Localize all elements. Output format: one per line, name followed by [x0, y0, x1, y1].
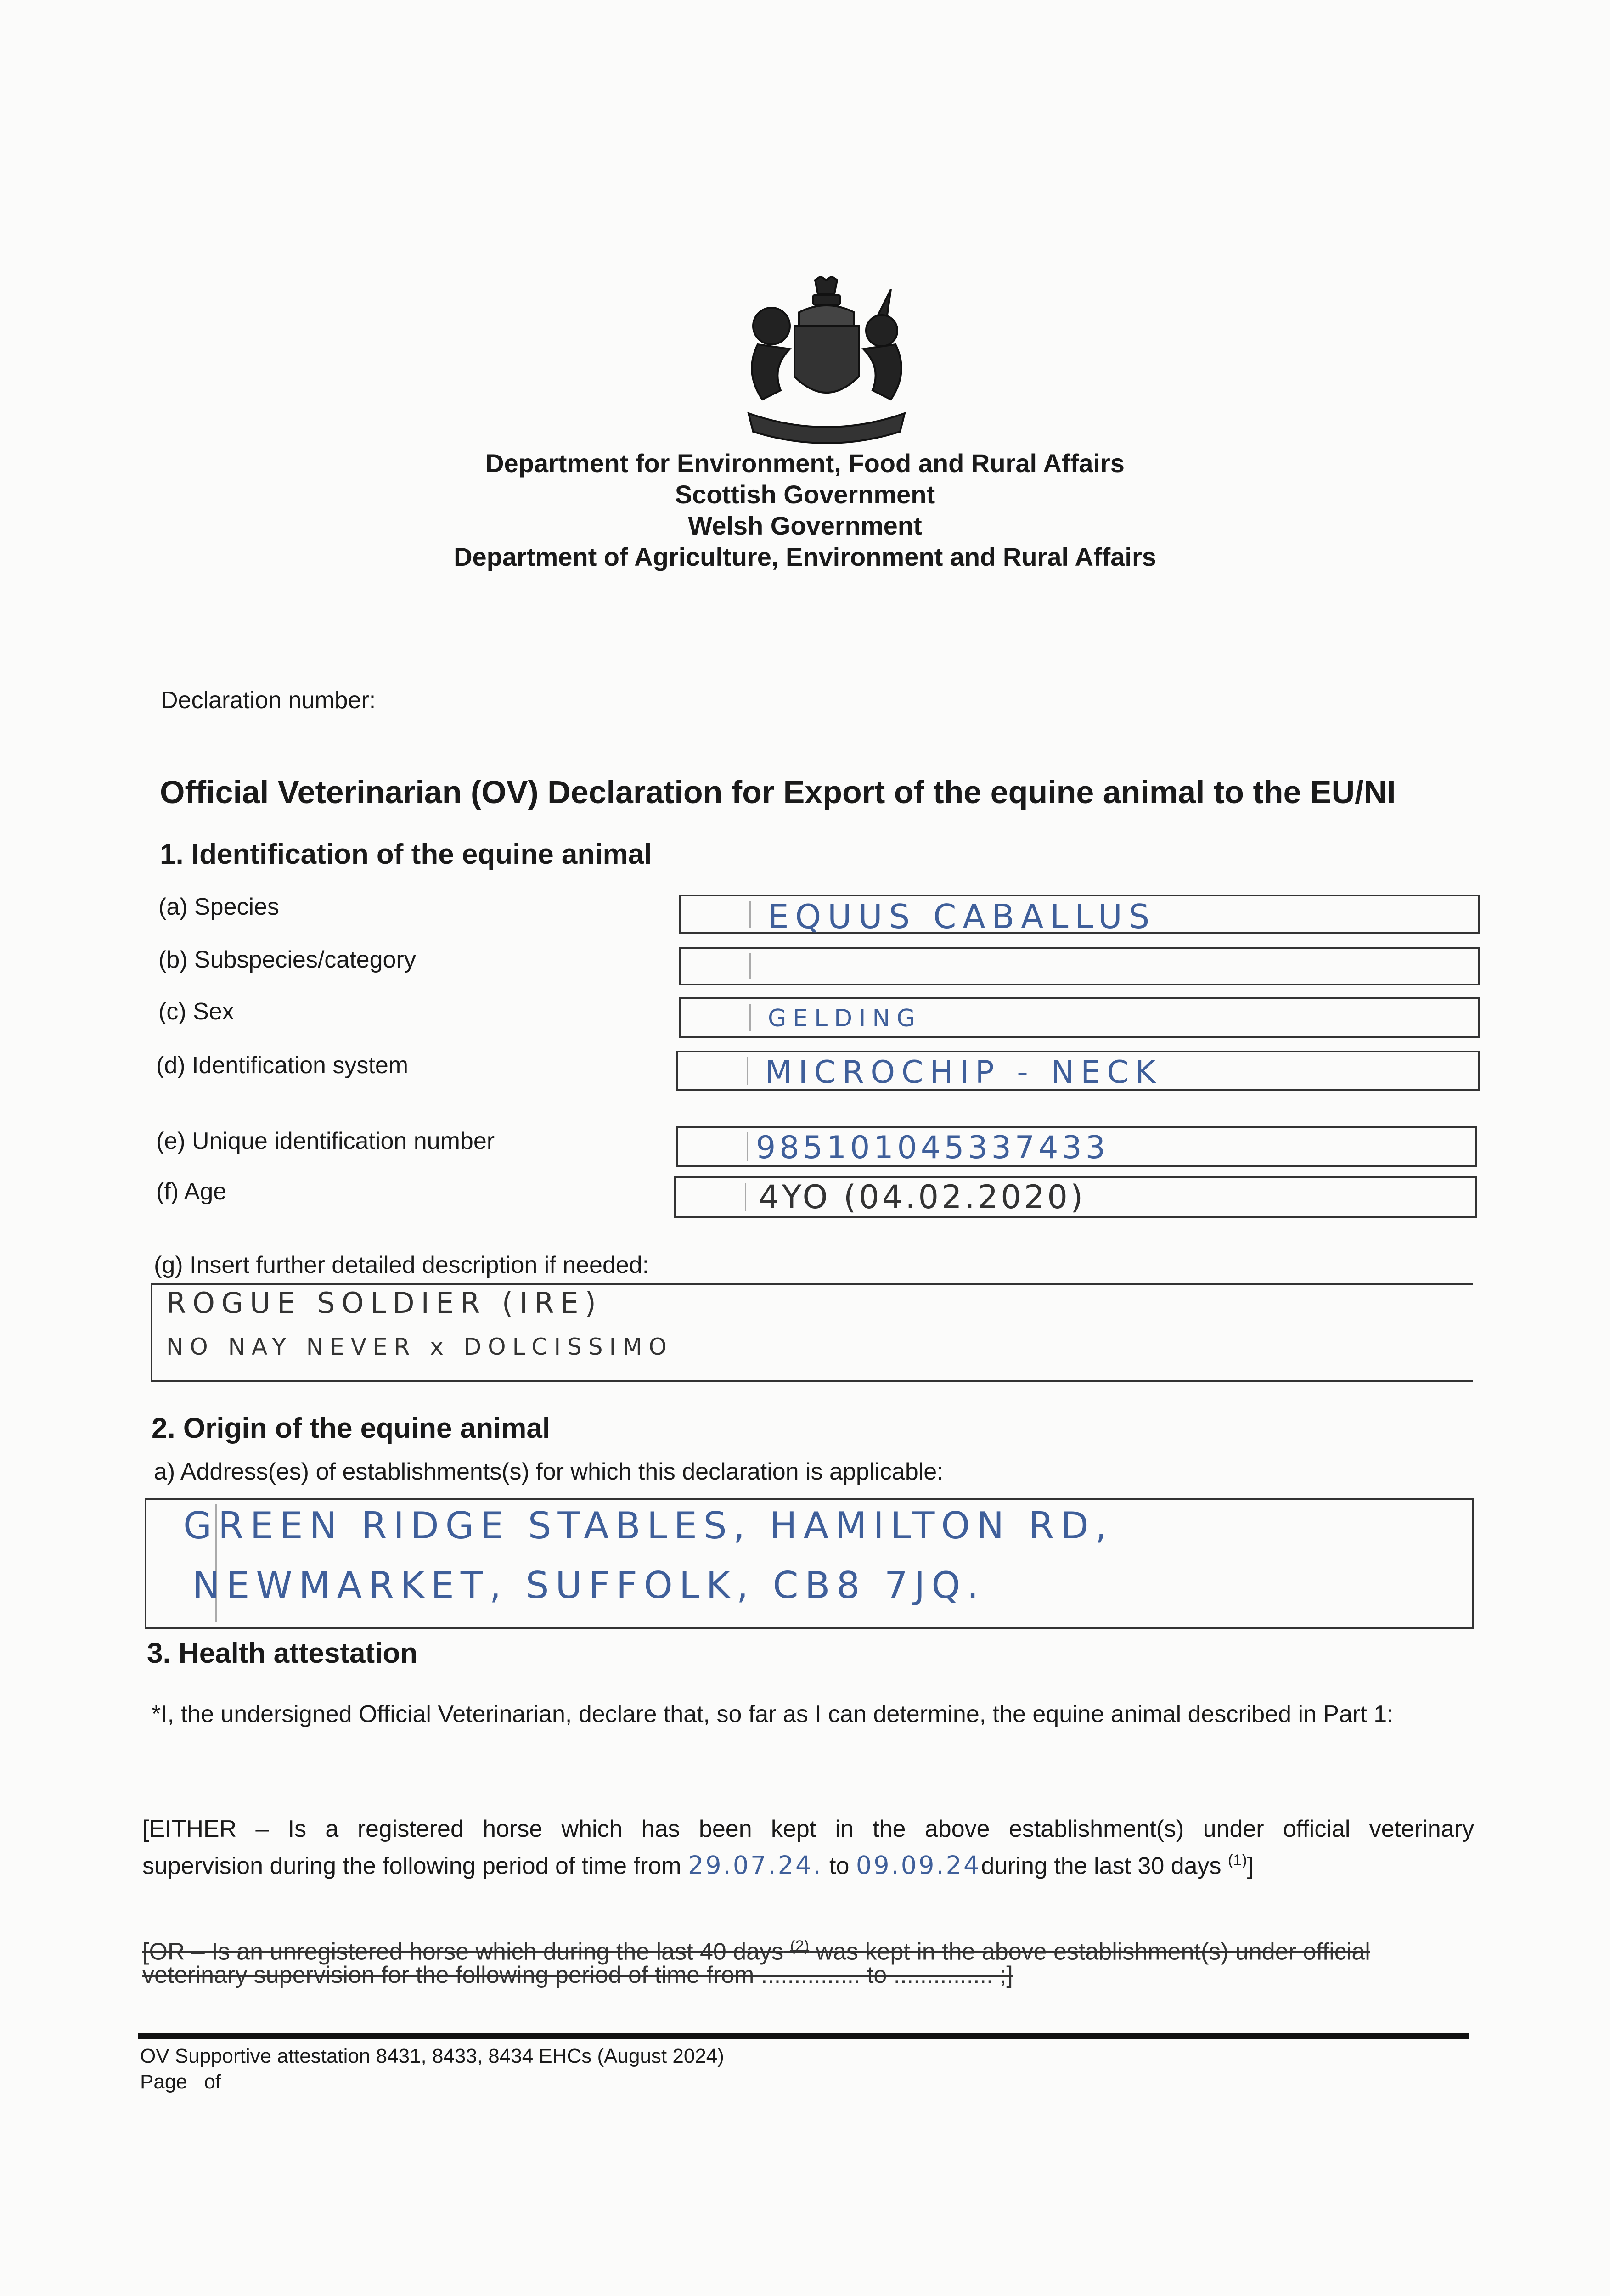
- authority-welsh-government: Welsh Government: [688, 511, 922, 540]
- species-value: EQUUS CABALLUS: [768, 897, 1156, 936]
- footer-of-label: of: [204, 2071, 221, 2093]
- subspecies-label: (b) Subspecies/category: [158, 946, 416, 973]
- identification-system-field[interactable]: [676, 1051, 1480, 1091]
- description-label: (g) Insert further detailed description if needed:: [154, 1252, 649, 1278]
- authority-defra: Department for Environment, Food and Rural Affairs: [485, 449, 1125, 478]
- either-last-30-days: during the last 30 days: [981, 1852, 1222, 1880]
- description-line-1: ROGUE SOLDIER (IRE): [166, 1286, 602, 1320]
- subspecies-field[interactable]: [679, 947, 1480, 985]
- or-clause-line-2: veterinary supervision for the following period of time from ............... to ............... ;]: [142, 1962, 1013, 1988]
- section-2-heading: 2. Origin of the equine animal: [152, 1412, 551, 1444]
- age-value: 4YO (04.02.2020): [759, 1178, 1086, 1216]
- footer: [140, 2043, 724, 2095]
- either-period-text: supervision during the following period of time from: [142, 1852, 681, 1880]
- age-label: (f) Age: [156, 1178, 227, 1205]
- or-clause-text-b: was kept in the above establishment(s) under official: [816, 1938, 1370, 1965]
- species-field[interactable]: [679, 895, 1480, 934]
- footer-page-label: Page: [140, 2071, 187, 2093]
- footer-attestation-reference: OV Supportive attestation 8431, 8433, 8434 EHCs (August 2024): [140, 2045, 724, 2067]
- authority-daera: Department of Agriculture, Environment and Rural Affairs: [454, 542, 1156, 571]
- section-3-heading: 3. Health attestation: [147, 1638, 418, 1669]
- royal-coat-of-arms-icon: [730, 276, 923, 445]
- either-clause-line-2: [142, 1845, 1254, 1881]
- address-line-1: GREEN RIDGE STABLES, HAMILTON RD,: [183, 1504, 1114, 1547]
- sex-label: (c) Sex: [158, 998, 234, 1025]
- footer-page-number: [140, 2069, 724, 2095]
- unique-id-field[interactable]: [676, 1126, 1477, 1167]
- address-line-2: NEWMARKET, SUFFOLK, CB8 7JQ.: [192, 1564, 985, 1607]
- address-field[interactable]: [145, 1498, 1474, 1629]
- unique-id-value: 985101045337433: [756, 1130, 1109, 1166]
- identification-system-value: MICROCHIP - NECK: [765, 1054, 1162, 1091]
- species-label: (a) Species: [158, 894, 279, 920]
- age-field[interactable]: [674, 1176, 1477, 1218]
- either-from-date: 29.07.24.: [687, 1851, 823, 1880]
- either-to-word: to: [829, 1852, 850, 1880]
- unique-id-label: (e) Unique identification number: [156, 1128, 495, 1154]
- sex-value: GELDING: [768, 1005, 922, 1032]
- either-footnote-ref: (1): [1228, 1851, 1247, 1869]
- attestation-intro: *I, the undersigned Official Veterinarian, declare that, so far as I can determine, the equine animal described in Part 1:: [152, 1701, 1394, 1728]
- identification-system-label: (d) Identification system: [156, 1052, 409, 1079]
- description-field[interactable]: [151, 1283, 1473, 1382]
- description-line-2: NO NAY NEVER x DOLCISSIMO: [166, 1334, 673, 1360]
- document-title: Official Veterinarian (OV) Declaration for Export of the equine animal to the EU/NI: [160, 774, 1396, 810]
- either-close-bracket: ]: [1247, 1852, 1254, 1880]
- section-1-heading: 1. Identification of the equine animal: [160, 838, 652, 870]
- address-label: a) Address(es) of establishments(s) for which this declaration is applicable:: [154, 1458, 944, 1485]
- declaration-number-label: Declaration number:: [161, 687, 376, 714]
- footer-rule: [138, 2033, 1469, 2039]
- either-to-date: 09.09.24: [856, 1851, 981, 1880]
- authority-scottish-government: Scottish Government: [675, 480, 935, 509]
- or-footnote-ref: (2): [790, 1937, 810, 1955]
- sex-field[interactable]: [679, 997, 1480, 1038]
- either-clause-line-1: [EITHER – Is a registered horse which has been kept in the above establishment(s) under official veterinary: [142, 1816, 1474, 1842]
- issuing-authorities: [0, 448, 1610, 573]
- or-clause-text-a: [OR – Is an unregistered horse which during the last 40 days: [142, 1938, 784, 1965]
